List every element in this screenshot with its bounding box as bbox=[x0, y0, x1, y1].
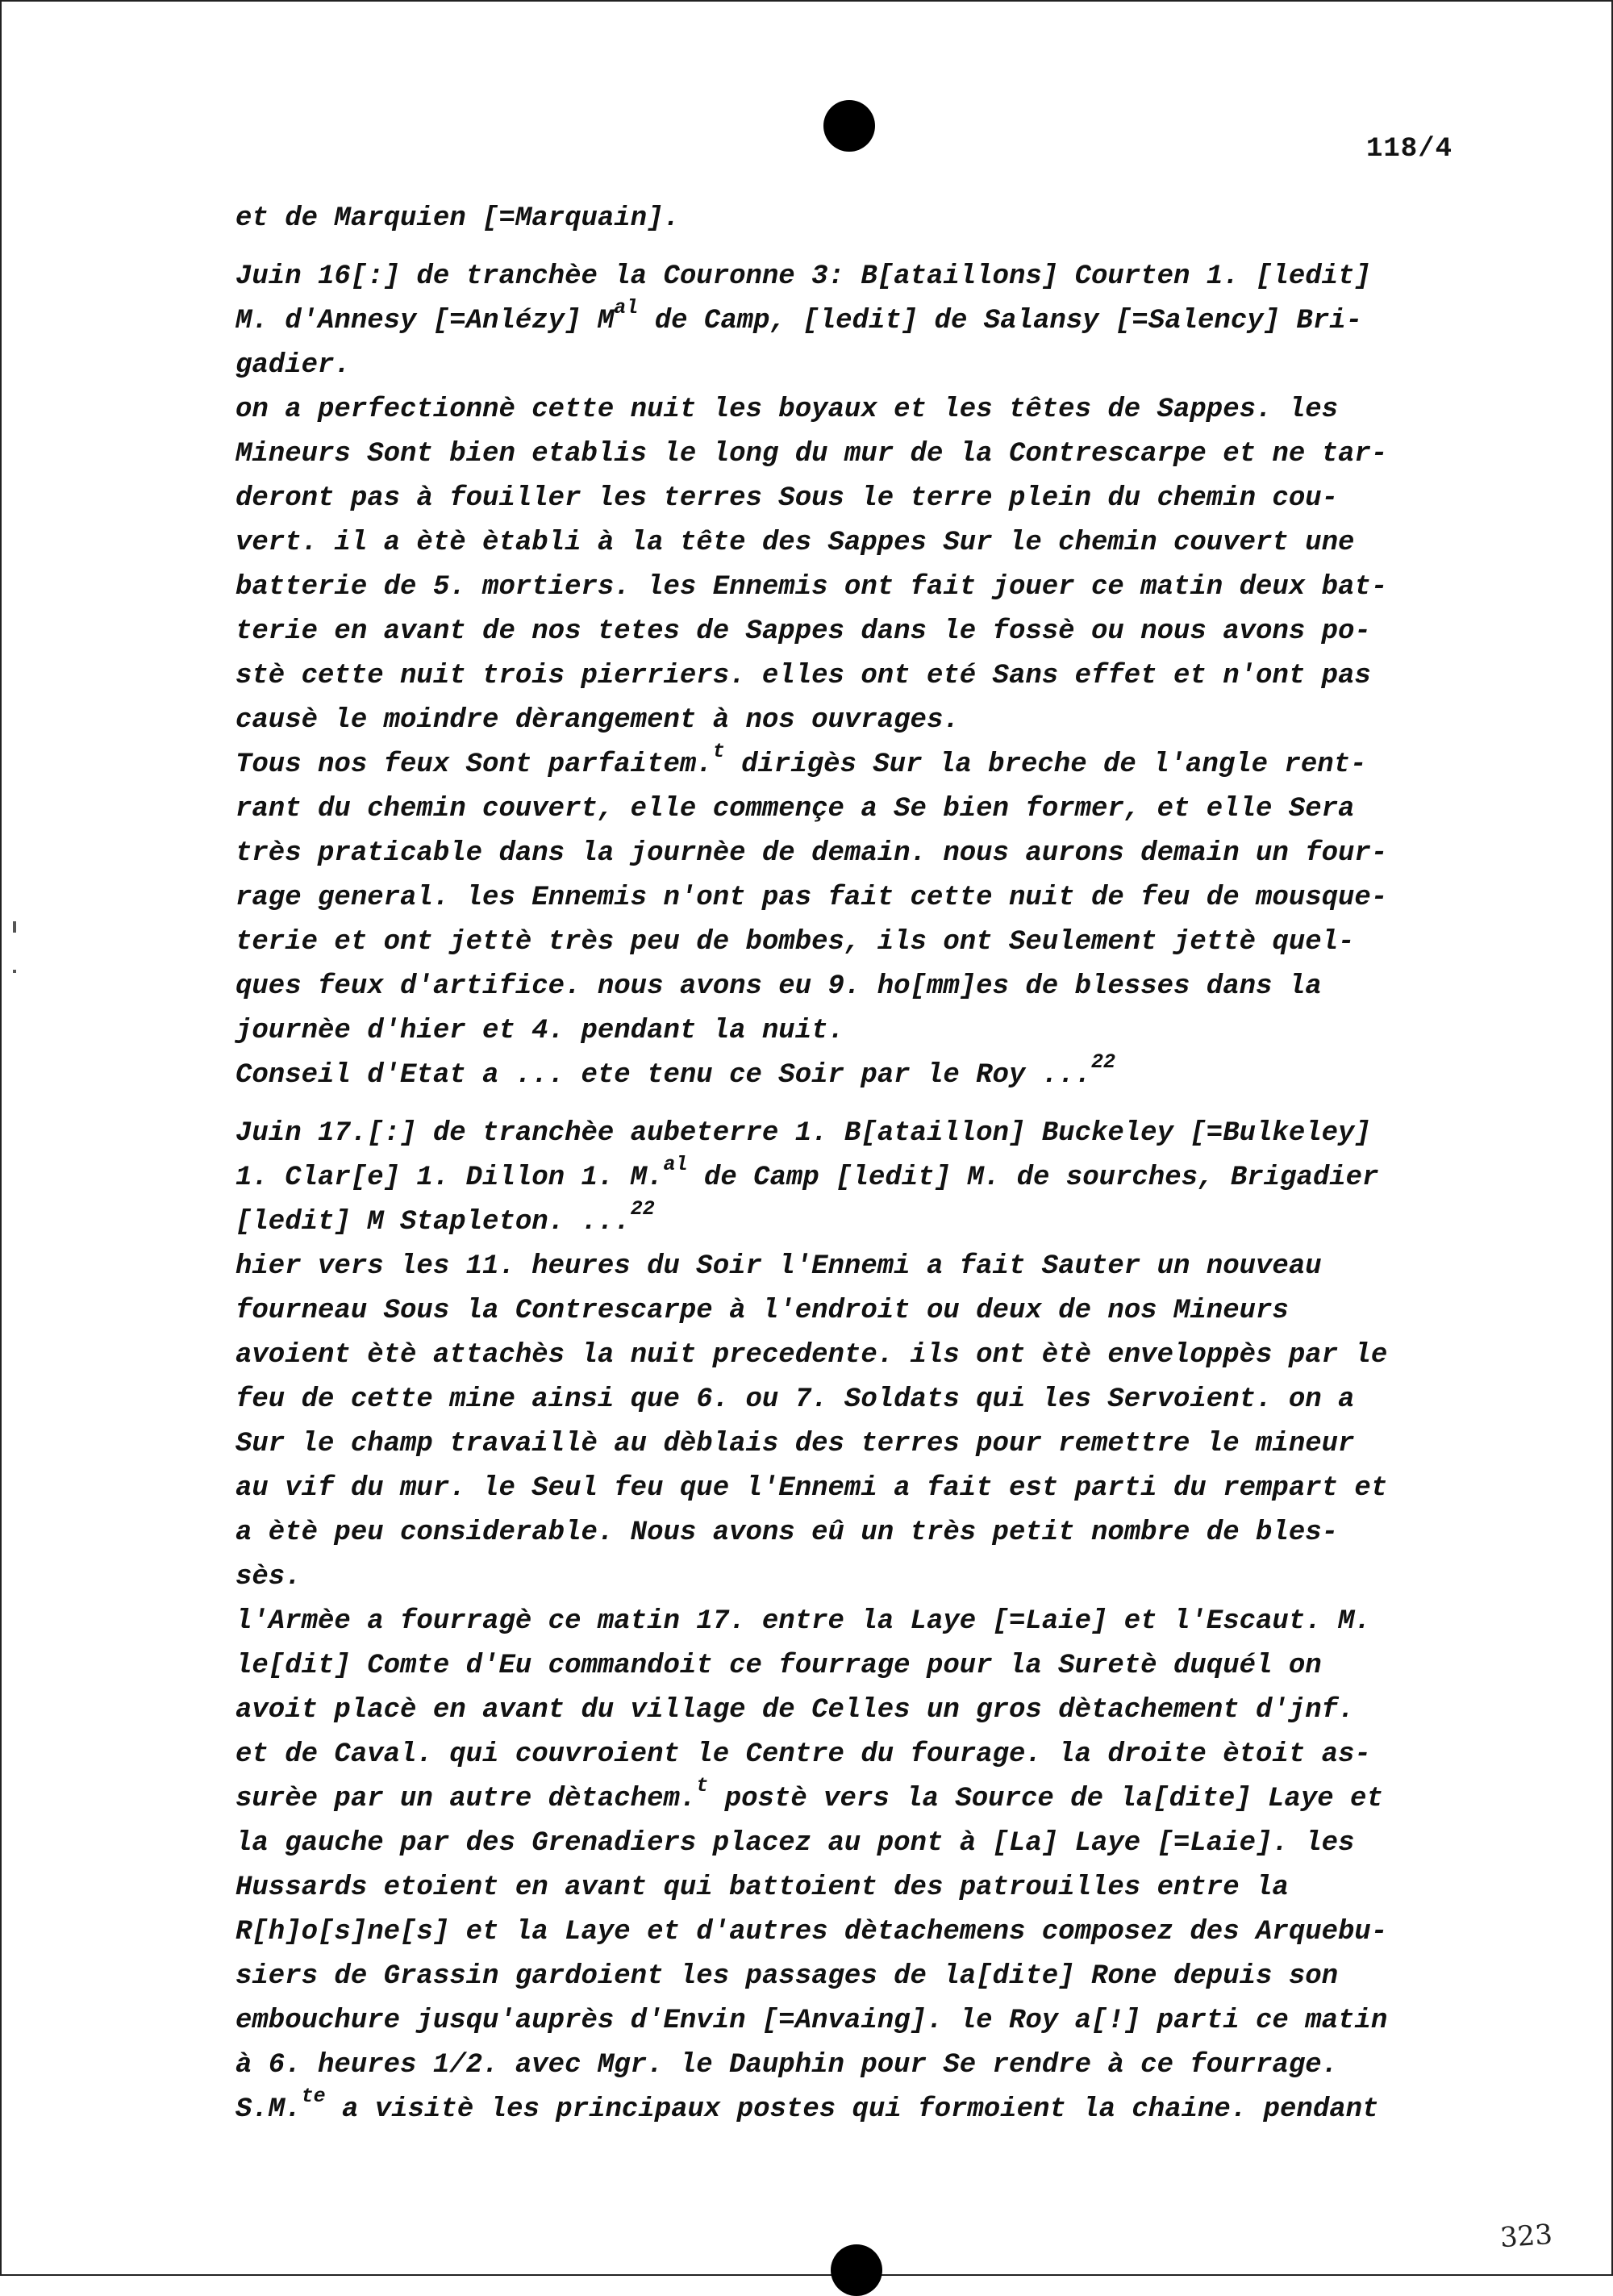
text-line bbox=[235, 610, 1478, 654]
paragraph-gap bbox=[235, 1098, 1478, 1112]
text-line bbox=[235, 1689, 1478, 1733]
punch-hole-bottom bbox=[831, 2244, 882, 2296]
text-segment: 1. Clar[e] 1. Dillon 1. M. bbox=[235, 1163, 664, 1193]
text-segment: Conseil d'Etat a ... ete tenu ce Soir par le Roy ... bbox=[235, 1060, 1091, 1091]
text-segment: rant du chemin couvert, elle commençe a Se bien former, et elle Sera bbox=[235, 794, 1355, 824]
superscript: t bbox=[712, 739, 725, 763]
text-segment: batterie de 5. mortiers. les Ennemis ont fait jouer ce matin deux bat- bbox=[235, 572, 1388, 603]
text-segment: feu de cette mine ainsi que 6. ou 7. Soldats qui les Servoient. on a bbox=[235, 1384, 1355, 1415]
text-segment: au vif du mur. le Seul feu que l'Ennemi a fait est parti du rempart et bbox=[235, 1473, 1388, 1504]
superscript: te bbox=[301, 2084, 326, 2108]
text-line bbox=[235, 1112, 1478, 1156]
text-line bbox=[235, 1152, 1478, 1200]
superscript: 22 bbox=[630, 1196, 655, 1221]
text-line bbox=[235, 1773, 1478, 1822]
text-line bbox=[235, 1467, 1478, 1511]
text-line bbox=[235, 1422, 1478, 1467]
text-line bbox=[235, 1009, 1478, 1054]
text-line bbox=[235, 2084, 1478, 2132]
text-segment: et de Marquien [=Marquain]. bbox=[235, 203, 680, 234]
text-segment: M. d'Annesy [=Anlézy] M bbox=[235, 306, 615, 336]
text-line bbox=[235, 1822, 1478, 1866]
text-line bbox=[235, 566, 1478, 610]
text-segment: on a perfectionnè cette nuit les boyaux et les têtes de Sappes. les bbox=[235, 394, 1339, 425]
text-segment: rage general. les Ennemis n'ont pas fait cette nuit de feu de mousque- bbox=[235, 883, 1388, 913]
text-segment: de Camp [ledit] M. de sourches, Brigadier bbox=[687, 1163, 1379, 1193]
text-line bbox=[235, 1511, 1478, 1555]
margin-tick bbox=[13, 921, 16, 933]
text-segment: très praticable dans la journèe de demain. nous aurons demain un four- bbox=[235, 838, 1388, 869]
text-line bbox=[235, 1644, 1478, 1689]
text-segment: Sur le champ travaillè au dèblais des terres pour remettre le mineur bbox=[235, 1429, 1355, 1459]
text-segment: Tous nos feux Sont parfaitem. bbox=[235, 749, 713, 780]
superscript: t bbox=[696, 1773, 709, 1797]
text-segment: Juin 17.[:] de tranchèe aubeterre 1. B[ataillon] Buckeley [=Bulkeley] bbox=[235, 1118, 1371, 1149]
handwritten-folio-number: 323 bbox=[1498, 2218, 1554, 2255]
punch-hole-top bbox=[823, 100, 875, 152]
text-line bbox=[235, 876, 1478, 920]
text-line bbox=[235, 1999, 1478, 2043]
text-line bbox=[235, 521, 1478, 566]
text-segment: journèe d'hier et 4. pendant la nuit. bbox=[235, 1016, 844, 1046]
text-line bbox=[235, 920, 1478, 965]
text-segment: surèe par un autre dètachem. bbox=[235, 1784, 697, 1814]
text-segment: R[h]o[s]ne[s] et la Laye et d'autres dètachemens composez des Arquebu- bbox=[235, 1917, 1388, 1947]
text-segment: a ètè peu considerable. Nous avons eû un très petit nombre de bles- bbox=[235, 1517, 1339, 1548]
text-segment: avoient ètè attachès la nuit precedente. ils ont ètè enveloppès par le bbox=[235, 1340, 1388, 1371]
text-line bbox=[235, 1050, 1478, 1098]
text-segment: siers de Grassin gardoient les passages de la[dite] Rone depuis son bbox=[235, 1961, 1339, 1992]
text-line bbox=[235, 1866, 1478, 1910]
text-segment: la gauche par des Grenadiers placez au pont à [La] Laye [=Laie]. les bbox=[235, 1828, 1355, 1859]
text-segment: postè vers la Source de la[dite] Laye et bbox=[708, 1784, 1383, 1814]
page-number: 118/4 bbox=[1366, 134, 1453, 165]
text-segment: hier vers les 11. heures du Soir l'Ennemi a fait Sauter un nouveau bbox=[235, 1251, 1322, 1282]
text-line bbox=[235, 1289, 1478, 1334]
text-line bbox=[235, 432, 1478, 477]
text-segment: sès. bbox=[235, 1562, 302, 1593]
text-line bbox=[235, 197, 1478, 241]
text-segment: Juin 16[:] de tranchèe la Couronne 3: B[ataillons] Courten 1. [ledit] bbox=[235, 261, 1371, 292]
text-line bbox=[235, 699, 1478, 743]
text-segment: deront pas à fouiller les terres Sous le terre plein du chemin cou- bbox=[235, 483, 1339, 514]
text-line bbox=[235, 787, 1478, 832]
superscript: 22 bbox=[1090, 1050, 1115, 1074]
superscript: al bbox=[614, 295, 639, 319]
text-segment: de Camp, [ledit] de Salansy [=Salency] Bri- bbox=[638, 306, 1363, 336]
text-line bbox=[235, 344, 1478, 388]
text-line bbox=[235, 1245, 1478, 1289]
text-line bbox=[235, 1334, 1478, 1378]
text-segment: a visitè les principaux postes qui formoient la chaine. pendant bbox=[325, 2094, 1379, 2125]
superscript: al bbox=[663, 1152, 688, 1176]
margin-tick bbox=[13, 970, 16, 973]
text-line bbox=[235, 1955, 1478, 1999]
text-line bbox=[235, 739, 1478, 787]
text-line bbox=[235, 477, 1478, 521]
text-line bbox=[235, 654, 1478, 699]
text-line bbox=[235, 965, 1478, 1009]
text-segment: avoit placè en avant du village de Celles un gros dètachement d'jnf. bbox=[235, 1695, 1355, 1726]
paragraph-gap bbox=[235, 241, 1478, 255]
text-segment: le[dit] Comte d'Eu commandoit ce fourrage pour la Suretè duquél on bbox=[235, 1651, 1322, 1681]
text-segment: fourneau Sous la Contrescarpe à l'endroit ou deux de nos Mineurs bbox=[235, 1296, 1289, 1326]
text-line bbox=[235, 388, 1478, 432]
text-line bbox=[235, 832, 1478, 876]
text-segment: gadier. bbox=[235, 350, 351, 381]
text-segment: et de Caval. qui couvroient le Centre du fourage. la droite ètoit as- bbox=[235, 1739, 1371, 1770]
text-line bbox=[235, 1555, 1478, 1600]
text-segment: l'Armèe a fourragè ce matin 17. entre la Laye [=Laie] et l'Escaut. M. bbox=[235, 1606, 1371, 1637]
document-body bbox=[235, 197, 1478, 2132]
text-segment: Hussards etoient en avant qui battoient des patrouilles entre la bbox=[235, 1872, 1289, 1903]
text-segment: causè le moindre dèrangement à nos ouvrages. bbox=[235, 705, 960, 736]
text-segment: Mineurs Sont bien etablis le long du mur de la Contrescarpe et ne tar- bbox=[235, 439, 1388, 470]
text-line bbox=[235, 1600, 1478, 1644]
text-segment: à 6. heures 1/2. avec Mgr. le Dauphin pour Se rendre à ce fourrage. bbox=[235, 2050, 1339, 2081]
text-line bbox=[235, 255, 1478, 299]
text-segment: embouchure jusqu'auprès d'Envin [=Anvaing]. le Roy a[!] parti ce matin bbox=[235, 2006, 1388, 2036]
text-segment: terie et ont jettè très peu de bombes, ils ont Seulement jettè quel- bbox=[235, 927, 1355, 958]
text-segment: dirigès Sur la breche de l'angle rent- bbox=[724, 749, 1367, 780]
text-segment: terie en avant de nos tetes de Sappes dans le fossè ou nous avons po- bbox=[235, 616, 1371, 647]
text-segment: S.M. bbox=[235, 2094, 302, 2125]
text-line bbox=[235, 1378, 1478, 1422]
text-segment: vert. il a ètè ètabli à la tête des Sappes Sur le chemin couvert une bbox=[235, 528, 1355, 558]
text-line bbox=[235, 295, 1478, 344]
text-line bbox=[235, 1910, 1478, 1955]
text-line bbox=[235, 1733, 1478, 1777]
text-line bbox=[235, 1196, 1478, 1245]
text-segment: [ledit] M Stapleton. ... bbox=[235, 1207, 631, 1238]
text-line bbox=[235, 2043, 1478, 2088]
text-segment: ques feux d'artifice. nous avons eu 9. ho[mm]es de blesses dans la bbox=[235, 971, 1322, 1002]
text-segment: stè cette nuit trois pierriers. elles ont eté Sans effet et n'ont pas bbox=[235, 661, 1371, 691]
